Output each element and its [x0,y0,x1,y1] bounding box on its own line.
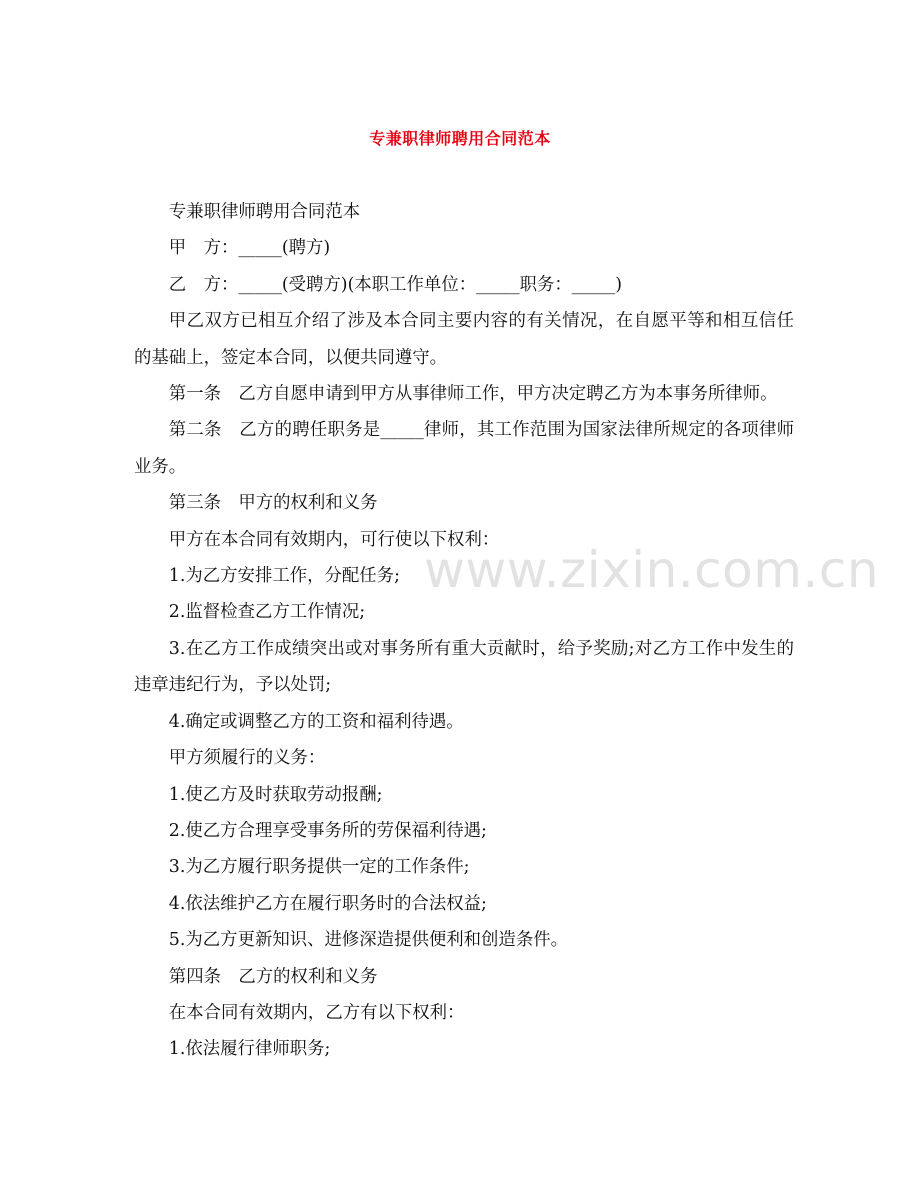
list-item: 5.为乙方更新知识、进修深造提供便利和创造条件。 [168,930,568,951]
subtitle-paragraph: 专兼职律师聘用合同范本 [168,202,361,222]
article-2: 第二条 乙方的聘任职务是_____律师，其工作范围为国家法律所规定的各项律师业务。 [134,420,794,477]
list-item: 1.使乙方及时获取劳动报酬; [168,784,383,805]
list-item: 2.监督检查乙方工作情况; [168,602,366,623]
list-item: 3.为乙方履行职务提供一定的工作条件; [168,857,470,878]
list-item: 2.使乙方合理享受事务所的劳保福利待遇; [168,820,487,841]
document-body [134,194,794,1068]
watermark-text: www.zixin.com.cn [424,541,880,599]
document-title: 专兼职律师聘用合同范本 [369,129,551,148]
list-item: 3.在乙方工作成绩突出或对事务所有重大贡献时，给予奖励;对乙方工作中发生的违章违纪行为，予以处罚; [134,638,794,696]
article-3-heading: 第三条 甲方的权利和义务 [168,493,378,514]
party-a-line: 甲 方：_____(聘方) [168,238,331,259]
party-b-line: 乙 方：_____(受聘方)(本职工作单位：_____职务：_____) [168,274,623,295]
party-b-rights-intro: 在本合同有效期内，乙方有以下权利： [168,1002,465,1023]
list-item: 1.为乙方安排工作，分配任务; [168,566,400,587]
party-a-duties-intro: 甲方须履行的义务： [168,748,326,769]
article-4-heading: 第四条 乙方的权利和义务 [168,966,378,987]
list-item: 4.确定或调整乙方的工资和福利待遇。 [168,711,464,732]
preamble-paragraph: 甲乙双方已相互介绍了涉及本合同主要内容的有关情况，在自愿平等和相互信任的基础上，签定本合同，以便共同遵守。 [134,311,794,368]
list-item: 1.依法履行律师职务; [168,1039,331,1060]
party-a-rights-intro: 甲方在本合同有效期内，可行使以下权利： [168,529,500,550]
list-item: 4.依法维护乙方在履行职务时的合法权益; [168,893,487,914]
article-1: 第一条 乙方自愿申请到甲方从事律师工作，甲方决定聘乙方为本事务所律师。 [168,384,778,405]
